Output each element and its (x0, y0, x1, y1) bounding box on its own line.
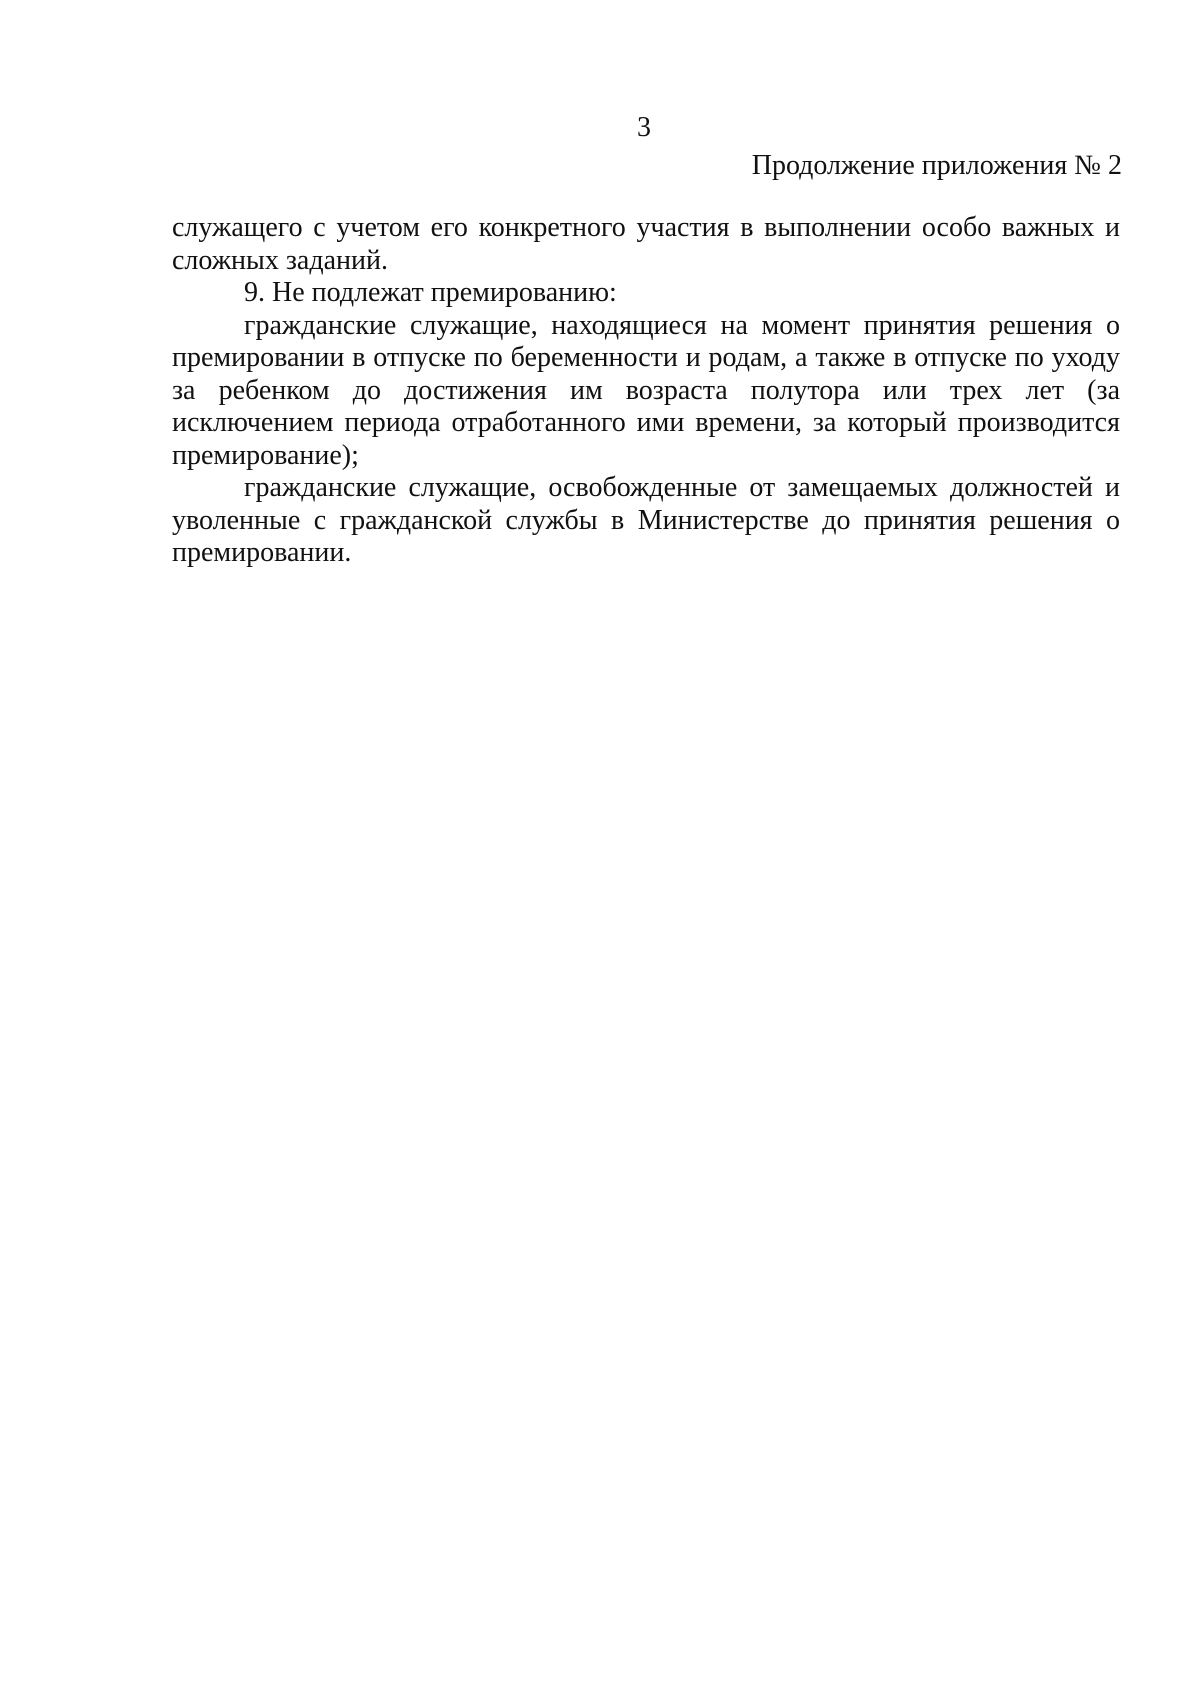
paragraph-exclusion-dismissed: гражданские служащие, освобожденные от замещаемых должностей и уволенные с гражданской службы в Министерстве до принятия решения о премировании. (172, 472, 1120, 568)
paragraph-item-9: 9. Не подлежат премированию: (244, 277, 617, 308)
document-body (172, 212, 1120, 570)
paragraph-continued: служащего с учетом его конкретного участия в выполнении особо важных и сложных заданий. (172, 212, 1120, 276)
appendix-continuation-label: Продолжение приложения № 2 (751, 150, 1122, 181)
page-number: 3 (637, 112, 651, 143)
paragraph-exclusion-leave: гражданские служащие, находящиеся на момент принятия решения о премировании в отпуске по беременности и родам, а также в отпуске по уходу за ребенком до достижения им возраста полутора или трех лет (за исключением периода отработанного ими времени, за который производится премирование); (172, 309, 1120, 471)
